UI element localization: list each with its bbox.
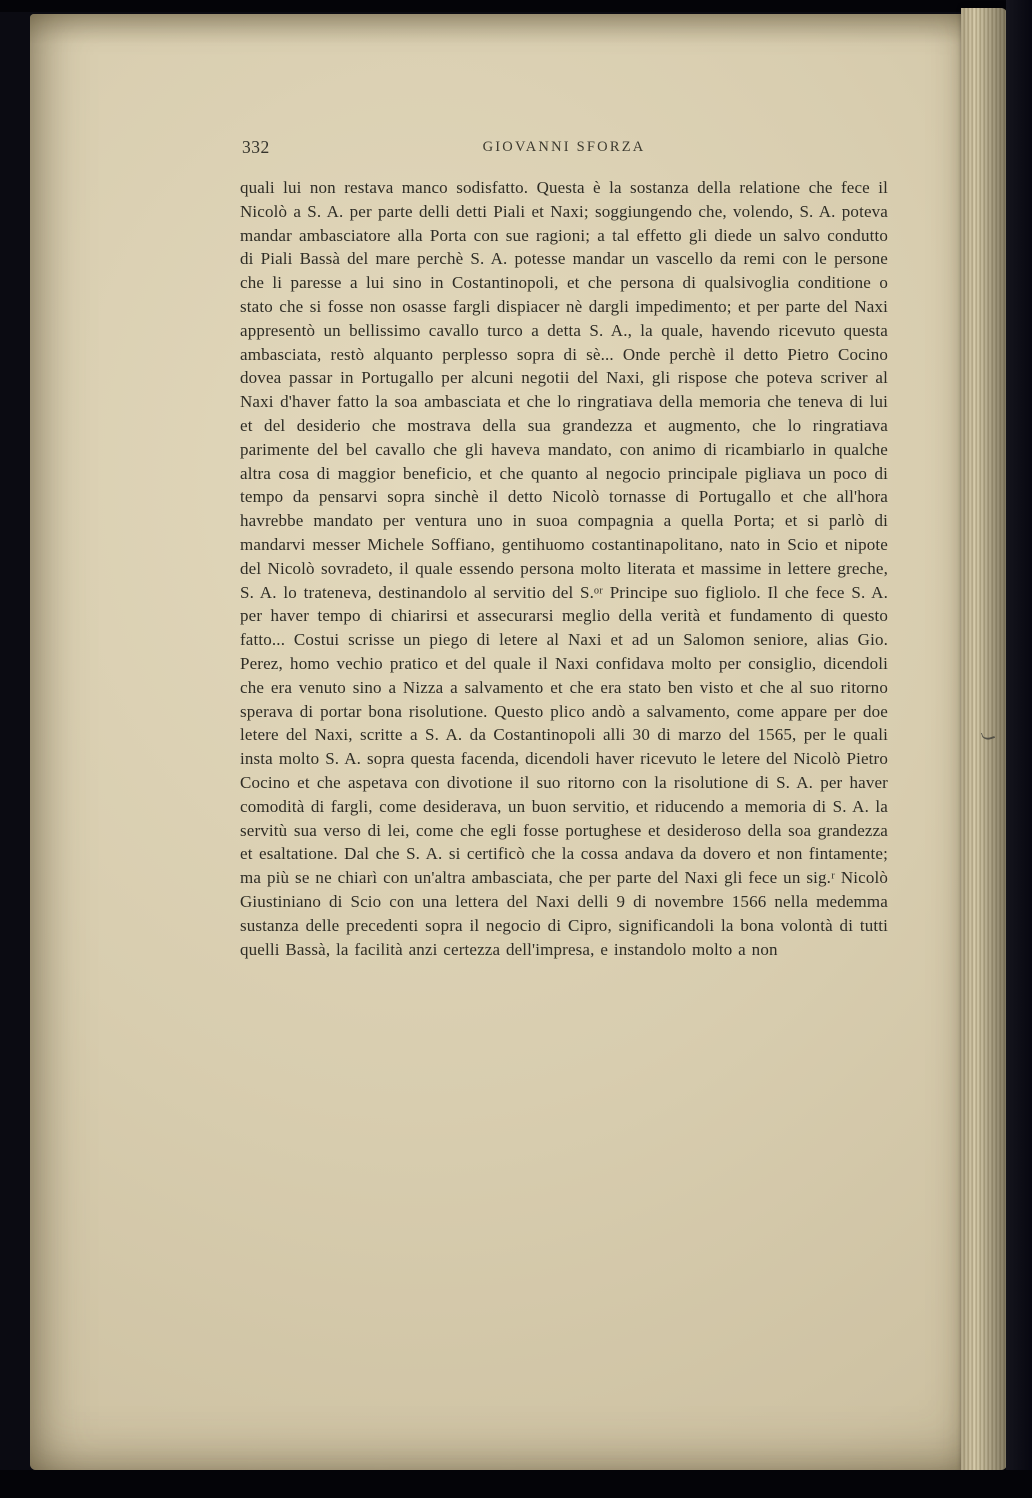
running-title: GIOVANNI SFORZA bbox=[482, 139, 646, 155]
page-number: 332 bbox=[242, 137, 270, 157]
page-header bbox=[240, 136, 888, 162]
scan-right-border bbox=[1006, 0, 1032, 1498]
scan-bottom-border bbox=[0, 1470, 1032, 1498]
scan-top-border bbox=[0, 0, 1032, 12]
page-body-text: quali lui non restava manco sodisfatto. Questa è la sostanza della relatione che fece il Nicolò a S. A. per parte delli detti Piali et Naxi; soggiungendo che, volendo, S. A. poteva mandar ambasciatore alla Porta con sue ragioni; a tal effetto gli diede un salvo condutto di Piali Bassà del mare perchè S. A. potesse mandar un vascello da remi con le persone che li paresse a lui sino in Costantinopoli, et che persona di qualsivoglia conditione o stato che si fosse non osasse fargli dispiacer nè dargli impedimento; et per parte del Naxi appresentò un bellissimo cavallo turco a detta S. A., la quale, havendo ricevuto questa ambasciata, restò alquanto perplesso sopra di sè... Onde perchè il detto Pietro Cocino dovea passar in Portugallo per alcuni negotii del Naxi, gli rispose che poteva scriver al Naxi d'haver fatto la soa ambasciata et che lo ringratiava della memoria che teneva di lui et del desiderio che mostrava della sua grandezza et augmento, che lo ringratiava parimente del bel cavallo che gli haveva mandato, con animo di ricambiarlo in qualche altra cosa di maggior beneficio, et che quanto al negocio principale pigliava un poco di tempo da pensarvi sopra sinchè il detto Nicolò tornasse di Portugallo et che all'hora havrebbe mandato per ventura uno in suoa compagnia a quella Porta; et si parlò di mandarvi messer Michele Soffiano, gentihuomo costantinapolitano, nato in Scio et nipote del Nicolò sovradeto, il quale essendo persona molto literata et massime in lettere greche, S. A. lo trateneva, destinandolo al servitio del S.ᵒʳ Principe suo figliolo. Il che fece S. A. per haver tempo di chiarirsi et assecurarsi meglio della verità et fundamento di questo fatto... Costui scrisse un piego di letere al Naxi et ad un Salomon seniore, alias Gio. Perez, homo vechio pratico et del quale il Naxi confidava molto per consiglio, dicendoli che era venuto sino a Nizza a salvamento et che era stato ben visto et che al suo ritorno sperava di portar bona risolutione. Questo plico andò a salvamento, come appare per doe letere del Naxi, scritte a S. A. da Costantinopoli alli 30 di marzo del 1565, per le quali insta molto S. A. sopra questa facenda, dicendoli haver ricevuto le letere del Nicolò Pietro Cocino et che aspetava con divotione il suo ritorno con la risolutione di S. A. per haver comodità di fargli, come desiderava, un buon servitio, et riducendo a memoria di S. A. la servitù sua verso di lei, come che egli fosse portughese et desideroso della soa grandezza et esaltatione. Dal che S. A. si certificò che la cossa andava da dovero et non fintamente; ma più se ne chiarì con un'altra ambasciata, che per parte del Naxi gli fece un sig.ʳ Nicolò Giustiniano di Scio con una lettera del Naxi delli 9 di novembre 1566 nella medemma sustanza delle precedenti sopra il negocio di Cipro, significandoli la bona volontà di tutti quelli Bassà, la facilità anzi certezza dell'impresa, e instandolo molto a non bbox=[240, 178, 888, 959]
